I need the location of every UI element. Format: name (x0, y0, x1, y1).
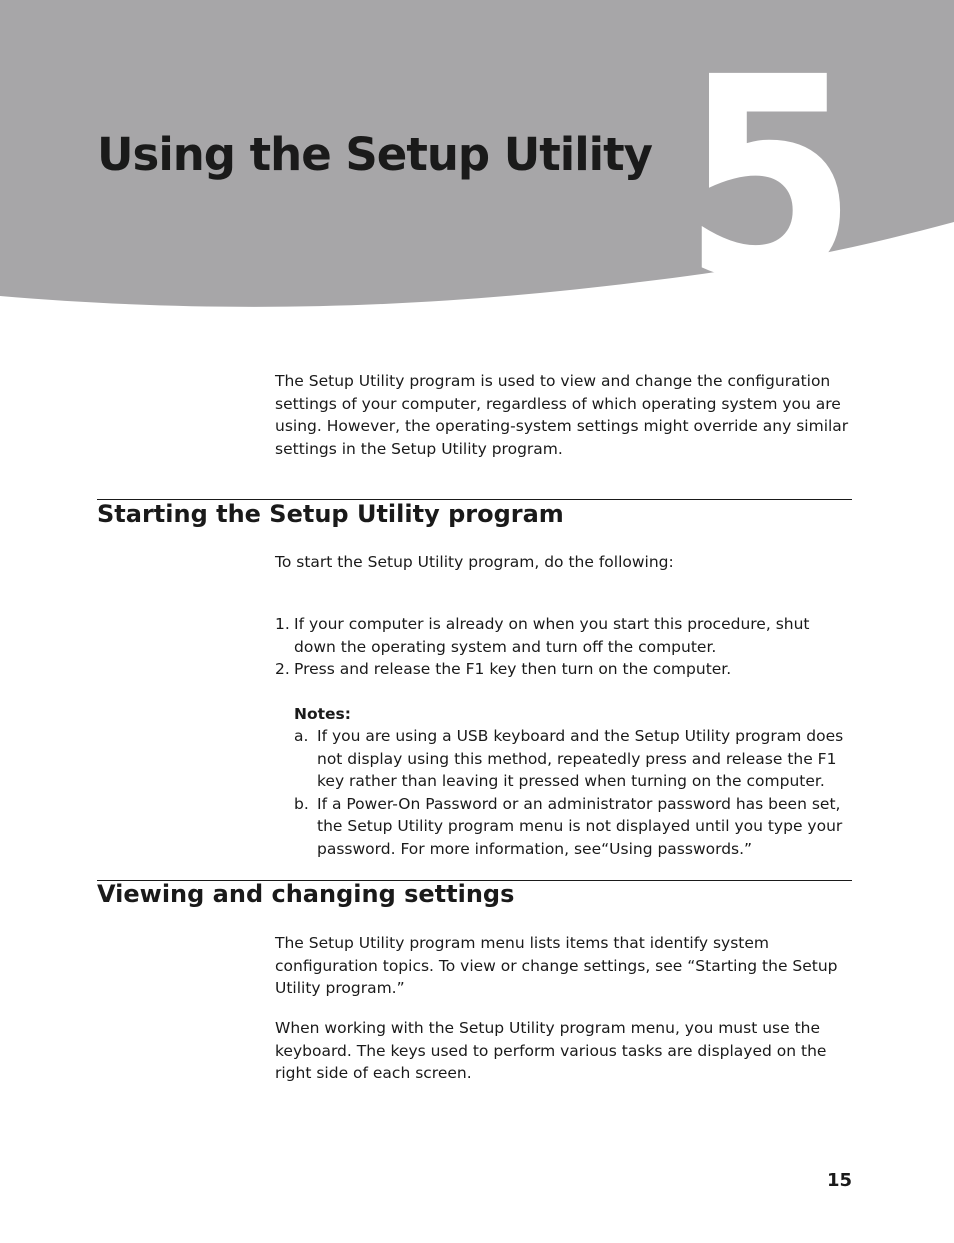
note-marker: a. (294, 727, 309, 745)
starting-lead: To start the Setup Utility program, do the following: (275, 553, 674, 571)
viewing-paragraph-block (275, 1017, 850, 1085)
viewing-paragraph: The Setup Utility program menu lists items that identify system configuration topics. To view or change settings, see “Starting the Setup Utility program.” (275, 934, 838, 997)
starting-lead-block (275, 551, 850, 574)
viewing-paragraph-block (275, 932, 850, 1000)
note-text: If you are using a USB keyboard and the Setup Utility program does not display using this method, repeatedly press and release the F1 key rather than leaving it pressed when turning on the computer. (317, 727, 844, 790)
step-marker: 1. (275, 615, 290, 633)
intro-paragraph-block (275, 370, 850, 460)
list-item (275, 658, 850, 681)
page-number: 15 (826, 1170, 852, 1191)
section-heading-starting: Starting the Setup Utility program (97, 500, 564, 528)
section-heading-viewing: Viewing and changing settings (97, 880, 515, 908)
step-text: If your computer is already on when you start this procedure, shut down the operating system and turn off the computer. (294, 615, 810, 656)
notes-list (294, 725, 850, 860)
step-text: Press and release the F1 key then turn on the computer. (294, 660, 732, 678)
intro-paragraph: The Setup Utility program is used to view and change the configuration settings of your computer, regardless of which operating system you are using. However, the operating-system settings might override any similar settings in the Setup Utility program. (275, 372, 849, 458)
notes-label: Notes: (294, 704, 351, 723)
notes-block (294, 703, 850, 861)
chapter-title: Using the Setup Utility (97, 128, 652, 181)
chapter-number: 5 (682, 17, 858, 320)
note-text: If a Power-On Password or an administrator password has been set, the Setup Utility program menu is not displayed until you type your password. For more information, see“Using passwords.” (317, 794, 843, 858)
list-item (294, 793, 850, 861)
steps-list (275, 613, 850, 681)
list-item (275, 613, 850, 658)
note-marker: b. (294, 794, 309, 813)
step-marker: 2. (275, 660, 290, 678)
viewing-paragraph: When working with the Setup Utility program menu, you must use the keyboard. The keys used to perform various tasks are displayed on the right side of each screen. (275, 1019, 827, 1082)
starting-steps-block (275, 613, 850, 860)
list-item (294, 725, 850, 793)
